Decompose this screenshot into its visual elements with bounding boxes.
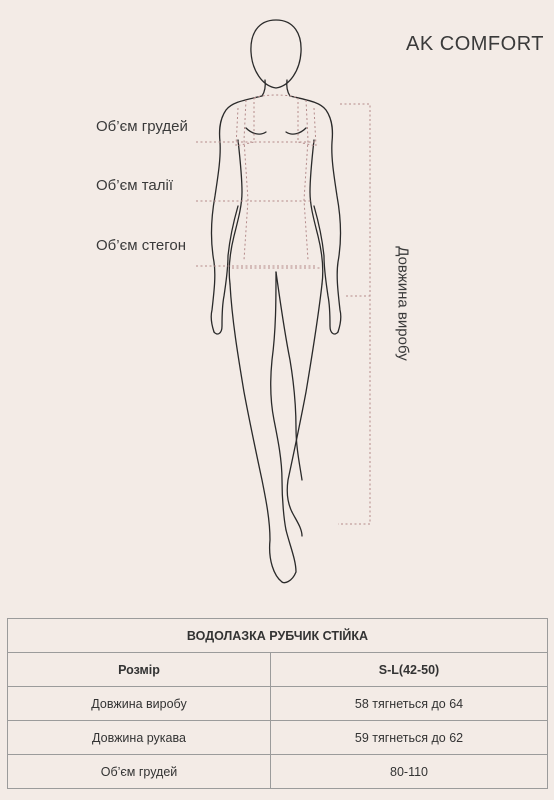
header-size: Розмір — [8, 653, 271, 687]
table-row — [8, 687, 548, 721]
garment-left-sleeve-line — [236, 98, 254, 146]
length-measure-bracket — [338, 104, 370, 524]
chest-label: Об’єм грудей — [96, 118, 188, 135]
row-value: 80-110 — [271, 755, 548, 789]
row-label: Довжина виробу — [8, 687, 271, 721]
left-foot — [282, 530, 296, 583]
table-title: ВОДОЛАЗКА РУБЧИК СТІЙКА — [8, 619, 548, 653]
hips-label: Об’єм стегон — [96, 237, 187, 254]
torso-left — [229, 140, 242, 284]
right-leg-outer — [287, 284, 322, 512]
size-chart-table — [7, 618, 548, 789]
garment-right-sleeve-line — [298, 98, 316, 146]
torso-right — [310, 140, 323, 284]
row-value: 59 тягнеться до 62 — [271, 721, 548, 755]
right-foot — [292, 512, 302, 536]
row-value: 58 тягнеться до 64 — [271, 687, 548, 721]
header-size-value: S-L(42-50) — [271, 653, 548, 687]
garment-right-side — [304, 100, 308, 260]
length-label: Довжина виробу — [394, 246, 412, 361]
waist-label: Об’єм талії — [96, 177, 174, 194]
brand-logo: AK COMFORT — [406, 33, 544, 55]
chest-line-right — [286, 128, 306, 134]
row-label: Об’єм грудей — [8, 755, 271, 789]
left-arm-inner — [214, 206, 238, 334]
table-row — [8, 721, 548, 755]
right-leg-inner — [276, 272, 302, 480]
row-label: Довжина рукава — [8, 721, 271, 755]
table-row — [8, 755, 548, 789]
garment-left-side — [244, 100, 248, 260]
figure-outline — [211, 20, 341, 583]
head-outline — [251, 20, 301, 88]
chest-line-left — [246, 128, 266, 134]
left-leg-inner — [271, 272, 286, 530]
